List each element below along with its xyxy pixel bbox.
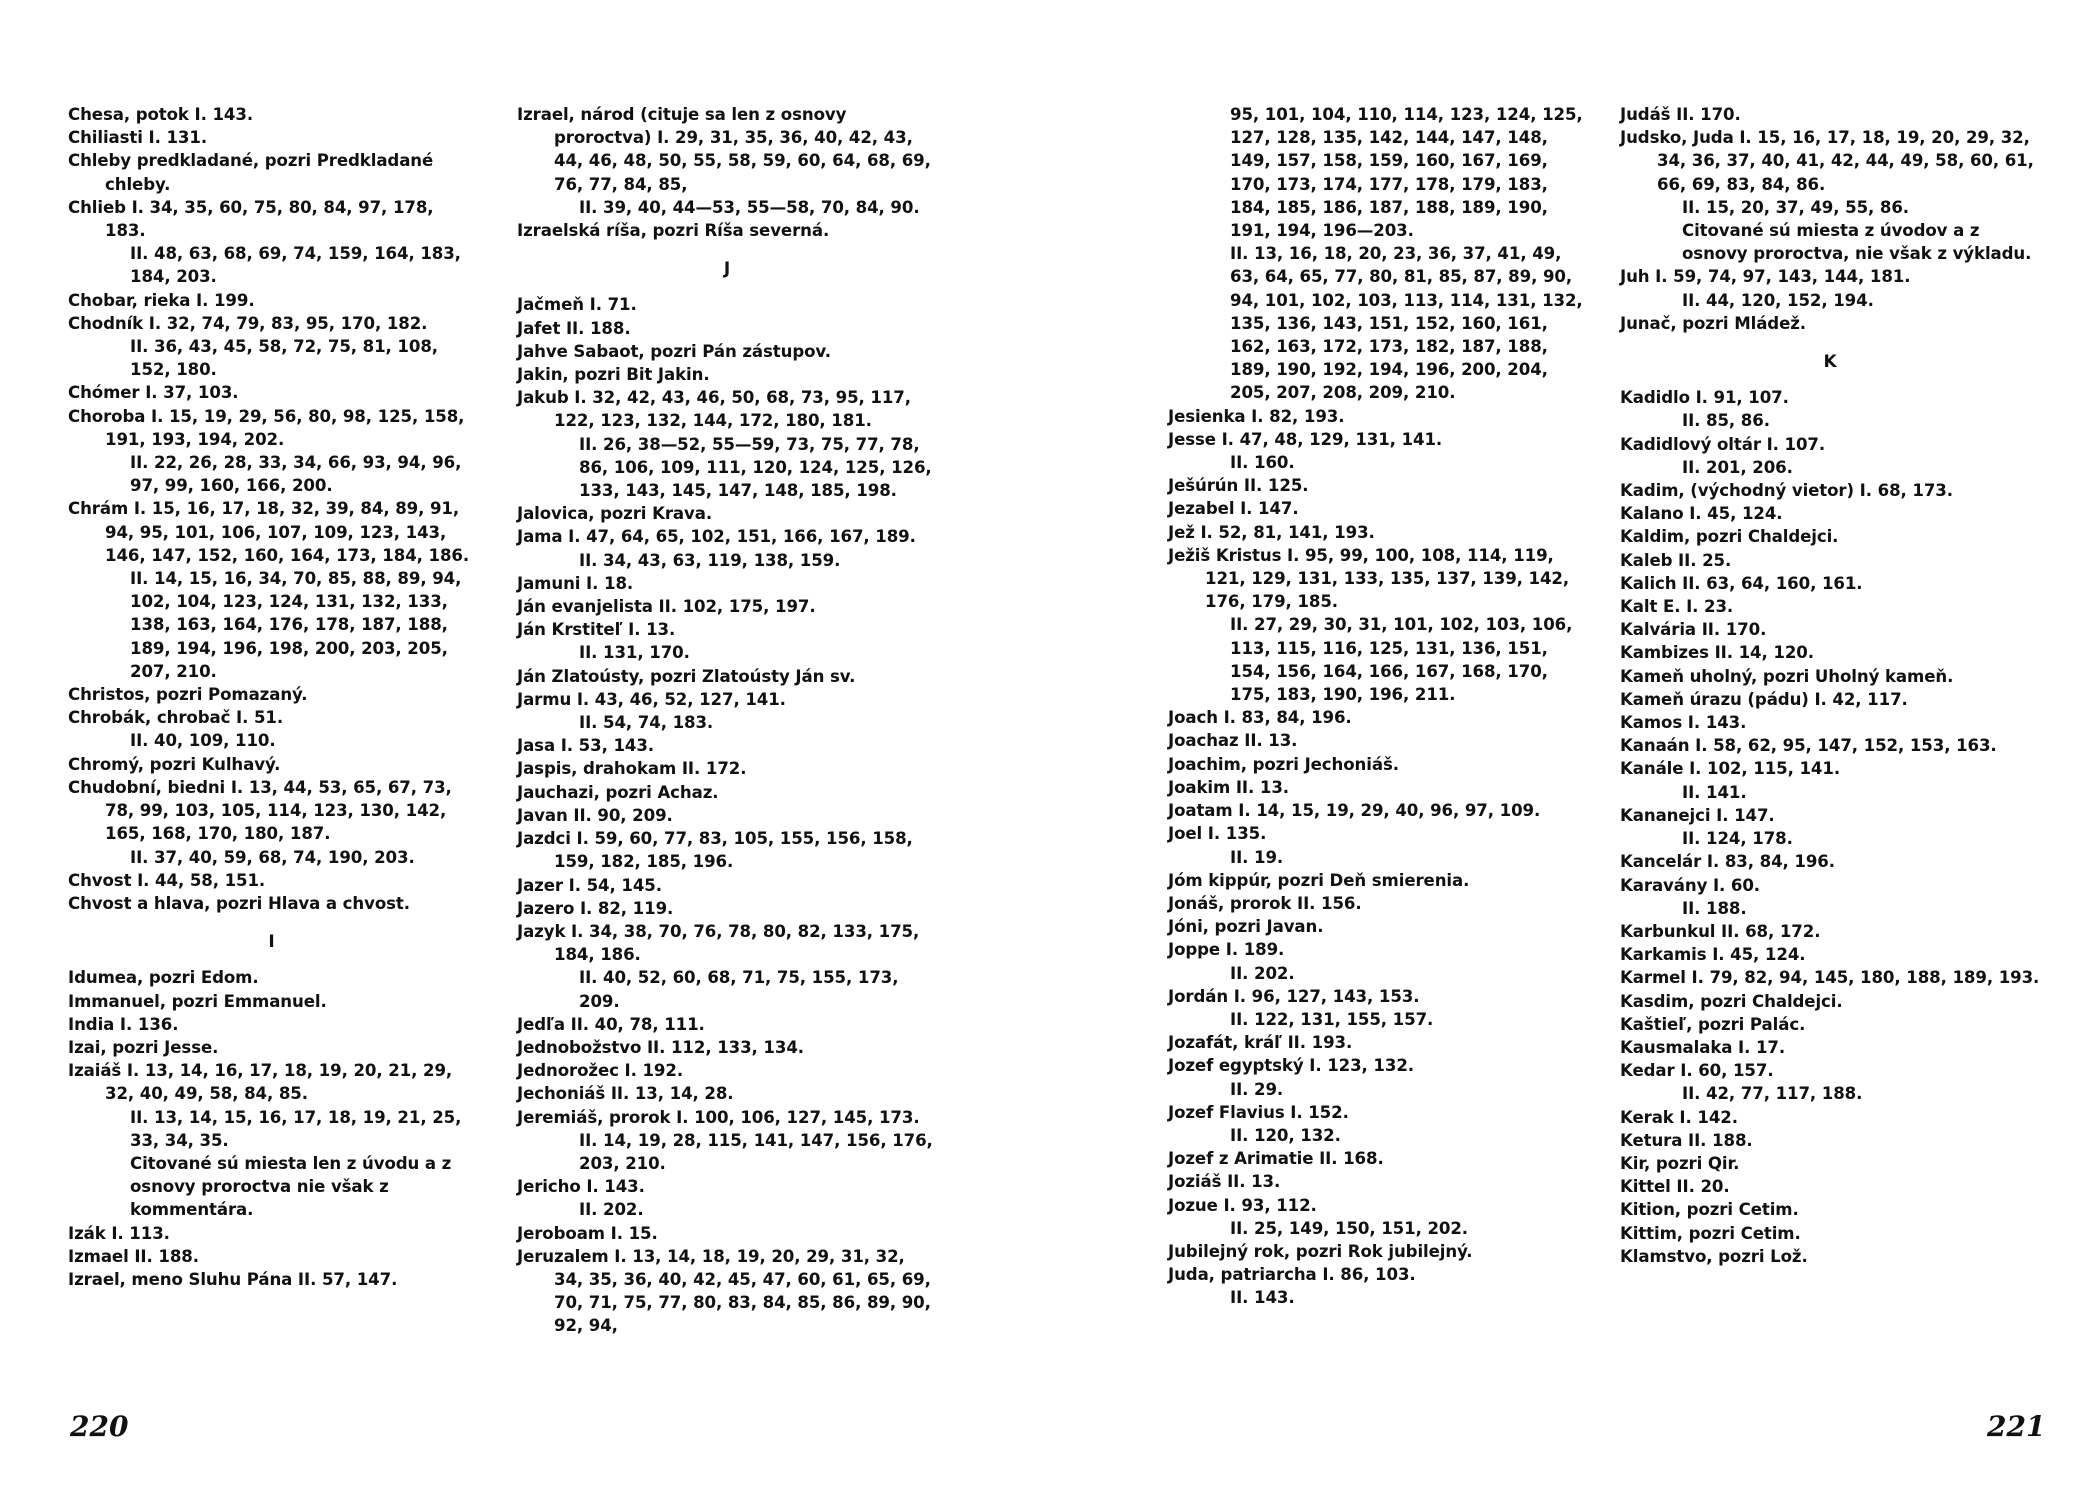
index-column-1 (68, 103, 475, 1291)
index-entry: Jasa I. 53, 143. (517, 736, 654, 756)
index-column-3 (1168, 103, 1586, 1310)
index-column-2 (517, 103, 937, 1338)
index-entry: Kedar I. 60, 157. (1620, 1061, 1774, 1081)
index-entry: Joachim, pozri Jechoniáš. (1168, 754, 1399, 774)
index-subentry: II. 201, 206. (1682, 457, 1793, 477)
index-entry: Jazer I. 54, 145. (517, 875, 662, 895)
index-subentry: II. 25, 149, 150, 151, 202. (1230, 1218, 1468, 1238)
index-entry: India I. 136. (68, 1014, 179, 1034)
index-subentry: II. 26, 38—52, 55—59, 73, 75, 77, 78, 86, 106, 109, 111, 120, 124, 125, 126, 133, 143, 145, 147, 148, 185, 198. (579, 434, 932, 501)
index-entry: Jaspis, drahokam II. 172. (517, 759, 747, 779)
index-entry: Karmel I. 79, 82, 94, 145, 180, 188, 189, 193. (1620, 968, 2040, 988)
index-entry: Kaldim, pozri Chaldejci. (1620, 527, 1839, 547)
index-entry: Jauchazi, pozri Achaz. (517, 782, 719, 802)
index-entry: Kameň úrazu (pádu) I. 42, 117. (1620, 689, 1908, 709)
index-subentry: II. 122, 131, 155, 157. (1230, 1009, 1434, 1029)
index-entry: Klamstvo, pozri Lož. (1620, 1246, 1808, 1266)
index-entry: Jozafát, kráľ II. 193. (1168, 1033, 1353, 1053)
index-entry: Izmael II. 188. (68, 1246, 199, 1266)
index-subentry: 95, 101, 104, 110, 114, 123, 124, 125, 127, 128, 135, 142, 144, 147, 148, 149, 157, 158, 159, 160, 167, 169, 170, 173, 174, 177, 178, 179, 183, 184, 185, 186, 187, 188, 189, 190, 191, 194, 196—203. (1230, 105, 1583, 241)
index-entry: Kerak I. 142. (1620, 1107, 1738, 1127)
index-subentry: II. 143. (1230, 1288, 1295, 1308)
index-entry: Jonáš, prorok II. 156. (1168, 893, 1362, 913)
index-subentry: II. 13, 14, 15, 16, 17, 18, 19, 21, 25, 33, 34, 35. (130, 1107, 462, 1150)
index-subentry: II. 160. (1230, 453, 1295, 473)
index-entry: Kadidlo I. 91, 107. (1620, 388, 1789, 408)
index-subentry: II. 34, 43, 63, 119, 138, 159. (579, 550, 841, 570)
index-entry: Ján evanjelista II. 102, 175, 197. (517, 597, 816, 617)
index-subentry: II. 19. (1230, 847, 1284, 867)
index-entry: Kanaán I. 58, 62, 95, 147, 152, 153, 163. (1620, 736, 1997, 756)
index-entry: Junač, pozri Mládež. (1620, 313, 1806, 333)
index-subentry: II. 36, 43, 45, 58, 72, 75, 81, 108, 152, 180. (130, 337, 438, 380)
index-subentry: II. 13, 16, 18, 20, 23, 36, 37, 41, 49, 63, 64, 65, 77, 80, 81, 85, 87, 89, 90, 94, 101, 102, 103, 113, 114, 131, 132, 135, 136, 143, 151, 152, 160, 161, 162, 163, 172, 173, 182, 187, 188, 189, 190, 192, 194, 196, 200, 204, 205, 207, 208, 209, 210. (1230, 244, 1583, 403)
index-entry: Juh I. 59, 74, 97, 143, 144, 181. (1620, 267, 1911, 287)
index-subentry: II. 22, 26, 28, 33, 34, 66, 93, 94, 96, 97, 99, 160, 166, 200. (130, 453, 462, 496)
index-subentry: II. 14, 19, 28, 115, 141, 147, 156, 176, 203, 210. (579, 1130, 933, 1173)
index-entry: Jóm kippúr, pozri Deň smierenia. (1168, 870, 1470, 890)
index-entry: Judsko, Juda I. 15, 16, 17, 18, 19, 20, 29, 32, 34, 36, 37, 40, 41, 42, 44, 49, 58, 60, 61, 66, 69, 83, 84, 86. (1620, 128, 2034, 194)
index-entry: Jarmu I. 43, 46, 52, 127, 141. (517, 689, 786, 709)
index-entry: Jezabel I. 147. (1168, 499, 1299, 519)
index-entry: Kasdim, pozri Chaldejci. (1620, 991, 1843, 1011)
index-entry: Joach I. 83, 84, 196. (1168, 708, 1352, 728)
index-entry: Chvost a hlava, pozri Hlava a chvost. (68, 893, 410, 913)
index-entry: Chiliasti I. 131. (68, 128, 208, 148)
index-subentry: Citované sú miesta len z úvodu a z osnovy proroctva nie však z kommentára. (130, 1153, 452, 1220)
index-entry: Jama I. 47, 64, 65, 102, 151, 166, 167, 189. (517, 527, 916, 547)
index-entry: Izrael, národ (cituje sa len z osnovy proroctva) I. 29, 31, 35, 36, 40, 42, 43, 44, 46, 48, 50, 55, 58, 59, 60, 64, 68, 69, 76, 77, 84, 85, (517, 105, 931, 194)
index-entry: Chvost I. 44, 58, 151. (68, 870, 266, 890)
index-entry: Jednobožstvo II. 112, 133, 134. (517, 1037, 804, 1057)
index-entry: Chrám I. 15, 16, 17, 18, 32, 39, 84, 89, 91, 94, 95, 101, 106, 107, 109, 123, 143, 146, 147, 152, 160, 164, 173, 184, 186. (68, 499, 470, 565)
index-entry: Kadidlový oltár I. 107. (1620, 434, 1826, 454)
index-entry: Choroba I. 15, 19, 29, 56, 80, 98, 125, 158, 191, 193, 194, 202. (68, 406, 465, 449)
index-entry: Jafet II. 188. (517, 318, 631, 338)
index-entry: Chobar, rieka I. 199. (68, 290, 255, 310)
index-entry: Javan II. 90, 209. (517, 805, 673, 825)
index-entry: Joziáš II. 13. (1168, 1172, 1281, 1192)
index-entry: Izák I. 113. (68, 1223, 170, 1243)
index-entry: Ján Zlatoústy, pozri Zlatoústy Ján sv. (517, 666, 856, 686)
index-entry: Kalich II. 63, 64, 160, 161. (1620, 573, 1863, 593)
index-entry: Judáš II. 170. (1620, 105, 1741, 124)
index-entry: Kamos I. 143. (1620, 713, 1747, 733)
section-letter: K (1823, 352, 1837, 373)
index-entry: Christos, pozri Pomazaný. (68, 685, 308, 705)
index-subentry: II. 141. (1682, 782, 1747, 802)
index-entry: Kambizes II. 14, 120. (1620, 643, 1814, 663)
index-subentry: II. 42, 77, 117, 188. (1682, 1084, 1863, 1104)
index-subentry: II. 29. (1230, 1079, 1284, 1099)
index-entry: Jež I. 52, 81, 141, 193. (1168, 522, 1375, 542)
index-entry: Joachaz II. 13. (1168, 731, 1298, 751)
page-number-right: 221 (1987, 1410, 2046, 1443)
index-entry: Kadim, (východný vietor) I. 68, 173. (1620, 481, 1953, 501)
index-entry: Jalovica, pozri Krava. (517, 504, 713, 524)
index-entry: Karbunkul II. 68, 172. (1620, 921, 1821, 941)
index-entry: Jazyk I. 34, 38, 70, 76, 78, 80, 82, 133, 175, 184, 186. (517, 921, 920, 965)
index-entry: Jahve Sabaot, pozri Pán zástupov. (517, 341, 831, 361)
index-subentry: II. 120, 132. (1230, 1125, 1341, 1145)
index-entry: Chodník I. 32, 74, 79, 83, 95, 170, 182. (68, 313, 428, 333)
index-entry: Jazdci I. 59, 60, 77, 83, 105, 155, 156, 158, 159, 182, 185, 196. (517, 829, 913, 872)
index-subentry: II. 39, 40, 44—53, 55—58, 70, 84, 90. (579, 197, 920, 217)
index-entry: Kanále I. 102, 115, 141. (1620, 759, 1841, 779)
index-entry: Ketura II. 188. (1620, 1130, 1753, 1150)
index-entry: Jordán I. 96, 127, 143, 153. (1168, 986, 1420, 1006)
index-entry: Jozef Flavius I. 152. (1168, 1102, 1349, 1122)
index-subentry: II. 14, 15, 16, 34, 70, 85, 88, 89, 94, 102, 104, 123, 124, 131, 132, 133, 138, 163, 164, 176, 178, 187, 188, 189, 194, 196, 198, 200, 203, 205, 207, 210. (130, 569, 462, 681)
index-subentry: II. 54, 74, 183. (579, 713, 714, 733)
index-entry: Joel I. 135. (1168, 824, 1267, 844)
index-entry: Jazero I. 82, 119. (517, 898, 674, 918)
index-entry: Chesa, potok I. 143. (68, 105, 254, 124)
index-entry: Kittel II. 20. (1620, 1177, 1730, 1197)
index-subentry: II. 37, 40, 59, 68, 74, 190, 203. (130, 847, 415, 867)
index-subentry: II. 40, 109, 110. (130, 731, 276, 751)
index-entry: Jóni, pozri Javan. (1168, 917, 1324, 937)
index-entry: Izai, pozri Jesse. (68, 1037, 219, 1057)
index-entry: Ješúrún II. 125. (1168, 476, 1309, 496)
index-subentry: II. 27, 29, 30, 31, 101, 102, 103, 106, 113, 115, 116, 125, 131, 136, 151, 154, 156, 164, 166, 167, 168, 170, 175, 183, 190, 196, 211. (1230, 615, 1573, 705)
index-entry: Kaleb II. 25. (1620, 550, 1732, 570)
index-entry: Jačmeň I. 71. (517, 295, 637, 315)
index-entry: Chleby predkladané, pozri Predkladané chleby. (68, 151, 434, 194)
index-subentry: II. 85, 86. (1682, 411, 1770, 431)
index-subentry: II. 131, 170. (579, 643, 690, 663)
index-entry: Jechoniáš II. 13, 14, 28. (517, 1084, 734, 1104)
page-number-left: 220 (70, 1410, 129, 1443)
index-entry: Chrobák, chrobač I. 51. (68, 708, 284, 728)
index-entry: Kausmalaka I. 17. (1620, 1037, 1786, 1057)
index-subentry: II. 40, 52, 60, 68, 71, 75, 155, 173, 209. (579, 968, 899, 1011)
index-entry: Jamuni I. 18. (517, 573, 634, 593)
index-entry: Jubilejný rok, pozri Rok jubilejný. (1168, 1241, 1473, 1261)
index-entry: Jakub I. 32, 42, 43, 46, 50, 68, 73, 95, 117, 122, 123, 132, 144, 172, 180, 181. (517, 388, 911, 431)
index-entry: Joakim II. 13. (1168, 777, 1289, 797)
index-entry: Karavány I. 60. (1620, 875, 1761, 895)
index-entry: Kir, pozri Qir. (1620, 1153, 1740, 1173)
index-subentry: II. 44, 120, 152, 194. (1682, 290, 1874, 310)
index-entry: Joatam I. 14, 15, 19, 29, 40, 96, 97, 109. (1168, 801, 1541, 821)
index-entry: Kananejci I. 147. (1620, 805, 1775, 825)
index-column-4 (1620, 103, 2040, 1268)
index-subentry: II. 124, 178. (1682, 829, 1793, 849)
index-entry: Jesienka I. 82, 193. (1168, 406, 1345, 426)
index-entry: Izrael, meno Sluhu Pána II. 57, 147. (68, 1269, 398, 1289)
index-subentry: II. 202. (1230, 963, 1295, 983)
index-entry: Jeruzalem I. 13, 14, 18, 19, 20, 29, 31, 32, 34, 35, 36, 40, 42, 45, 47, 60, 61, 65, 69, 70, 71, 75, 77, 80, 83, 84, 85, 86, 89, 90, 92, 94, (517, 1246, 931, 1336)
index-entry: Chromý, pozri Kulhavý. (68, 754, 281, 774)
index-subentry: II. 48, 63, 68, 69, 74, 159, 164, 183, 184, 203. (130, 244, 461, 287)
index-entry: Immanuel, pozri Emmanuel. (68, 991, 327, 1011)
index-entry: Jeremiáš, prorok I. 100, 106, 127, 145, 173. (517, 1107, 920, 1127)
index-entry: Jakin, pozri Bit Jakin. (517, 365, 710, 385)
index-entry: Idumea, pozri Edom. (68, 968, 259, 988)
section-letter: I (268, 932, 275, 953)
index-entry: Jozef z Arimatie II. 168. (1168, 1149, 1384, 1169)
index-entry: Jedľa II. 40, 78, 111. (517, 1014, 705, 1034)
index-entry: Kameň uholný, pozri Uholný kameň. (1620, 666, 1954, 686)
index-entry: Kittim, pozri Cetim. (1620, 1223, 1801, 1243)
index-entry: Juda, patriarcha I. 86, 103. (1168, 1265, 1416, 1285)
index-entry: Chudobní, biedni I. 13, 44, 53, 65, 67, 73, 78, 99, 103, 105, 114, 123, 130, 142, 165, 168, 170, 180, 187. (68, 777, 452, 844)
index-entry: Jozue I. 93, 112. (1168, 1195, 1317, 1215)
index-subentry: II. 202. (579, 1200, 644, 1220)
index-entry: Kancelár I. 83, 84, 196. (1620, 852, 1835, 872)
index-subentry: II. 188. (1682, 898, 1747, 918)
index-entry: Kition, pozri Cetim. (1620, 1200, 1799, 1220)
index-entry: Chómer I. 37, 103. (68, 383, 239, 403)
index-entry: Jesse I. 47, 48, 129, 131, 141. (1168, 429, 1443, 449)
index-entry: Kaštieľ, pozri Palác. (1620, 1014, 1806, 1034)
index-entry: Ján Krstiteľ I. 13. (517, 620, 676, 640)
index-entry: Kalt E. I. 23. (1620, 597, 1734, 617)
index-entry: Ježiš Kristus I. 95, 99, 100, 108, 114, 119, 121, 129, 131, 133, 135, 137, 139, 142, 176, 179, 185. (1168, 545, 1570, 612)
index-entry: Karkamis I. 45, 124. (1620, 945, 1806, 965)
index-entry: Chlieb I. 34, 35, 60, 75, 80, 84, 97, 178, 183. (68, 197, 434, 241)
index-entry: Kalvária II. 170. (1620, 620, 1767, 640)
index-entry: Kalano I. 45, 124. (1620, 504, 1783, 524)
section-letter: J (723, 259, 731, 280)
index-entry: Izraelská ríša, pozri Ríša severná. (517, 221, 830, 241)
index-entry: Joppe I. 189. (1168, 940, 1285, 960)
index-subentry: Citované sú miesta z úvodov a z osnovy proroctva, nie však z výkladu. (1682, 221, 2032, 264)
index-subentry: II. 15, 20, 37, 49, 55, 86. (1682, 197, 1909, 217)
index-entry: Jednorožec I. 192. (517, 1061, 684, 1081)
index-entry: Jozef egyptský I. 123, 132. (1168, 1056, 1414, 1076)
index-entry: Jeroboam I. 15. (517, 1223, 658, 1243)
index-entry: Jericho I. 143. (517, 1177, 645, 1197)
index-entry: Izaiáš I. 13, 14, 16, 17, 18, 19, 20, 21, 29, 32, 40, 49, 58, 84, 85. (68, 1061, 453, 1104)
